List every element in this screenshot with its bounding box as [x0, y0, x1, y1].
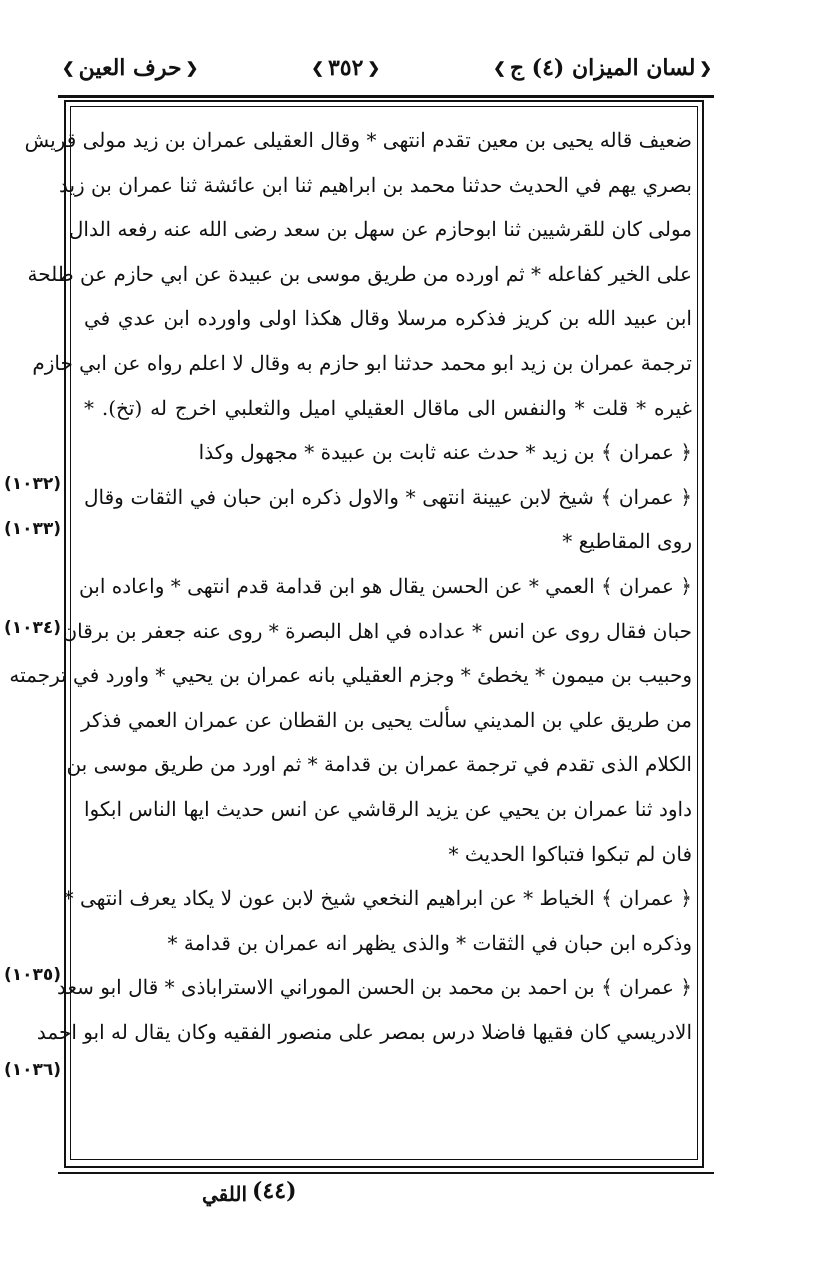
entry-line: ﴿ عمران ﴾ بن زید * حدث عنه ثابت بن عبیدة * مجهول وكذا [198, 440, 692, 465]
catchword: اللقي [202, 1182, 248, 1206]
entry-number: (١٠٣٣) [4, 519, 62, 539]
book-title: لسان المیزان (٤) ج [509, 55, 696, 81]
ornament-icon: ❯ [493, 59, 506, 77]
ornament-icon: ❮ [185, 59, 199, 77]
header-rule [58, 95, 714, 98]
entry-line: ﴿ عمران ﴾ بن احمد بن محمد بن الحسن الموراني الاستراباذی * قال ابو سعد [57, 975, 692, 1000]
ornament-icon: ❯ [311, 59, 324, 77]
ornament-icon: ❮ [367, 59, 381, 77]
text-line: الادریسي كان فقیها فاضلا درس بمصر علی منصور الفقیه وكان یقال له ابو احمد [36, 1019, 692, 1044]
entry-number: (١٠٣٢) [4, 474, 62, 494]
entry-line: ﴿ عمران ﴾ شیخ لابن عیینة انتهی * والاول ذكره ابن حبان في الثقات وقال [84, 484, 692, 509]
page-footer [62, 1172, 712, 1232]
text-line: علی الخیر كفاعله * ثم اورده من طریق موسی بن عبیدة عن ابي حازم عن طلحة [27, 261, 692, 286]
page-number: ٣٥٢ [327, 55, 364, 81]
header-chapter [62, 55, 198, 81]
text-line: وذكره ابن حبان في الثقات * والذی یظهر انه عمران بن قدامة * [167, 930, 692, 955]
ornament-icon: ❯ [62, 59, 75, 77]
text-line: روی المقاطیع * [562, 529, 692, 554]
text-line: ضعیف قاله یحیی بن معین تقدم انتهی * وقال العقیلی عمران بن زید مولی قریش [24, 128, 692, 152]
signature-mark: (٤٤) [252, 1178, 297, 1204]
entry-line: ﴿ عمران ﴾ الخیاط * عن ابراهیم النخعي شیخ لابن عون لا یكاد یعرف انتهی * [63, 886, 692, 911]
entry-number: (١٠٣٤) [4, 618, 62, 638]
chapter-title: حرف العین [78, 55, 182, 81]
ornament-icon: ❮ [699, 59, 712, 77]
text-line: غیره * قلت * والنفس الی ماقال العقیلي امیل والثعلبي اخرج له (تخ). * [84, 395, 692, 420]
header-page-number [311, 55, 380, 81]
text-line: مولی كان للقرشیین ثنا ابوحازم عن سهل بن سعد رضی الله عنه رفعه الدال [68, 217, 692, 242]
text-line: من طریق علي بن المدیني سألت یحیی بن القطان عن عمران العمي فذكر [80, 707, 692, 732]
text-line: داود ثنا عمران بن یحیي عن یزید الرقاشي عن انس حدیث ایها الناس ابكوا [84, 796, 692, 821]
text-line: فان لم تبكوا فتباكوا الحدیث * [448, 841, 692, 866]
text-line: الكلام الذی تقدم في ترجمة عمران بن قدامة * ثم اورد من طریق موسی بن [66, 752, 692, 777]
text-line: ترجمة عمران بن زید ابو محمد حدثنا ابو حازم به وقال لا اعلم رواه عن ابي حازم [32, 350, 692, 375]
entry-number: (١٠٣٥) [4, 965, 62, 985]
header-book-title [493, 55, 712, 81]
text-line: وحبیب بن میمون * یخطئ * وجزم العقیلي بانه عمران بن یحیي * واورد في ترجمته [9, 663, 692, 688]
entry-number: (١٠٣٦) [4, 1060, 62, 1080]
text-line: حبان فقال روی عن انس * عداده في اهل البصرة * روی عنه جعفر بن برقان [62, 618, 692, 643]
text-line: ابن عبید الله بن كریز فذكره مرسلا وقال هكذا اولی واورده ابن عدي في [84, 306, 692, 331]
text-line: بصري یهم في الحدیث حدثنا محمد بن ابراهیم ثنا ابن عائشة ثنا عمران بن زید [58, 172, 692, 197]
page-header [62, 50, 712, 86]
entry-line: ﴿ عمران ﴾ العمي * عن الحسن یقال هو ابن قدامة قدم انتهی * واعاده ابن [79, 573, 692, 598]
